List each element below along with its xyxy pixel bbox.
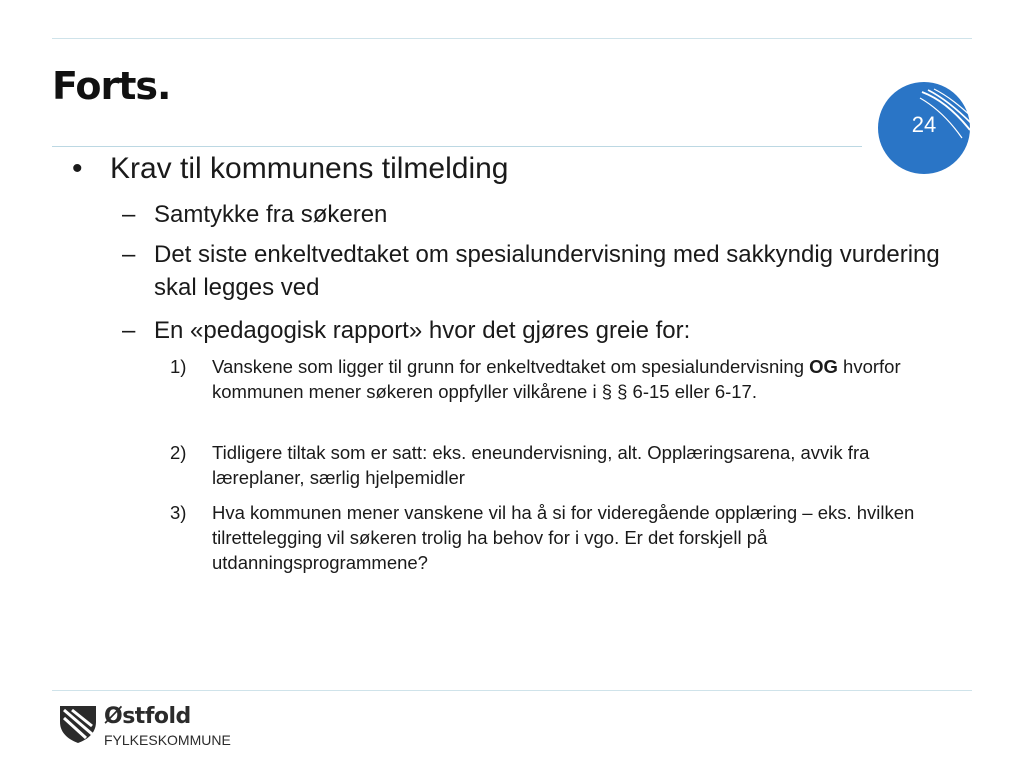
numbered-marker: 1) <box>170 356 187 377</box>
logo-name: Østfold <box>104 704 191 729</box>
numbered-text-part: Vanskene som ligger til grunn for enkeltvedtaket om spesialundervisning <box>212 356 810 377</box>
bottom-divider <box>52 690 972 691</box>
sub-item-text: Det siste enkeltvedtaket om spesialundervisning med sakkyndig vurdering skal legges ved <box>154 241 940 301</box>
numbered-marker: 3) <box>170 502 187 523</box>
numbered-marker: 2) <box>170 442 187 463</box>
numbered-text <box>212 354 962 404</box>
slide-title: Forts. <box>52 64 171 108</box>
numbered-text: Hva kommunen mener vanskene vil ha å si for videregående opplæring – eks. hvilken tilrettelegging vil søkeren trolig ha behov for i vgo. Er det forskjell på utdanningsprogrammene? <box>212 502 915 573</box>
sub-item-text: En «pedagogisk rapport» hvor det gjøres greie for: <box>154 317 691 344</box>
numbered-bold-text: OG <box>809 356 838 377</box>
logo-subtitle: FYLKESKOMMUNE <box>104 732 231 748</box>
bullet-text: Krav til kommunens tilmelding <box>110 152 509 185</box>
sub-item-marker: – <box>122 241 136 268</box>
page-number: 24 <box>911 112 937 137</box>
sub-item-marker: – <box>122 201 136 228</box>
bullet-marker: • <box>72 152 83 185</box>
sub-item-text: Samtykke fra søkeren <box>154 201 388 228</box>
numbered-text: Tidligere tiltak som er satt: eks. eneundervisning, alt. Opplæringsarena, avvik fra læreplaner, særlig hjelpemidler <box>212 442 870 488</box>
numbered-text-part: hvorfor kommunen mener søkeren oppfyller vilkårene i § § 6-15 eller 6-17. <box>212 356 901 402</box>
ostfold-emblem-icon <box>58 704 98 744</box>
sub-item-marker: – <box>122 317 136 344</box>
